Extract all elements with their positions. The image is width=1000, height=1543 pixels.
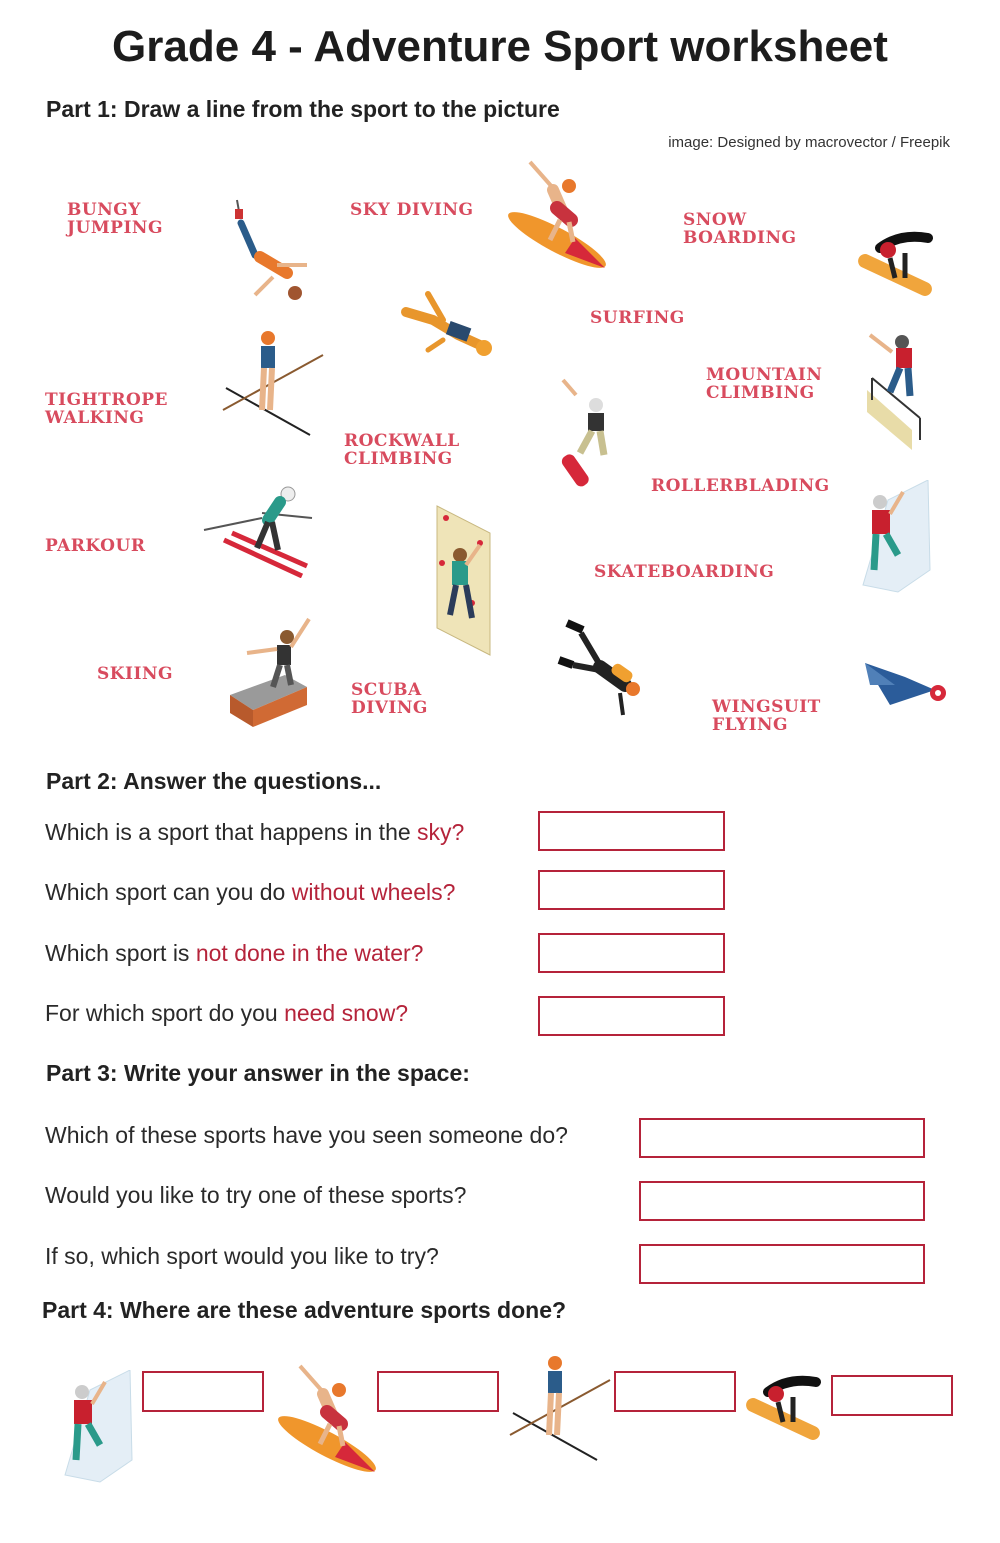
- part4-tightrope-walker-picture: [505, 1355, 615, 1465]
- label-rockwall-climbing[interactable]: ROCKWALL CLIMBING: [344, 431, 460, 469]
- part2-question-4: [45, 1000, 408, 1027]
- part3-question-2: Would you like to try one of these sports?: [45, 1182, 467, 1208]
- skier-picture[interactable]: [202, 478, 317, 578]
- question-highlight: need snow?: [284, 1000, 409, 1026]
- part2-answer-box-1[interactable]: [538, 811, 725, 851]
- label-snow-boarding[interactable]: SNOW BOARDING: [683, 210, 797, 248]
- part4-answer-box-3[interactable]: [614, 1371, 736, 1412]
- label-tightrope-walking[interactable]: TIGHTROPE WALKING: [45, 390, 169, 428]
- label-scuba-diving[interactable]: SCUBA DIVING: [351, 680, 428, 718]
- question-text: Which is a sport that happens in the: [45, 819, 418, 845]
- part2-heading: Part 2: Answer the questions...: [46, 768, 382, 794]
- part4-mountain-climber-picture: [60, 1370, 135, 1485]
- part2-question-2: [45, 879, 455, 906]
- part3-answer-box-3[interactable]: [639, 1244, 925, 1284]
- part3-question-3: If so, which sport would you like to try?: [45, 1243, 439, 1269]
- part3-heading: Part 3: Write your answer in the space:: [46, 1060, 470, 1086]
- part4-heading: Part 4: Where are these adventure sports done?: [42, 1297, 567, 1323]
- part3-answer-box-1[interactable]: [639, 1118, 925, 1158]
- label-bungy-jumping[interactable]: BUNGY JUMPING: [67, 200, 163, 238]
- part2-question-3: [45, 940, 423, 967]
- scuba-diver-picture[interactable]: [555, 615, 650, 725]
- part2-answer-box-4[interactable]: [538, 996, 725, 1036]
- image-credit: image: Designed by macrovector / Freepik: [668, 134, 950, 151]
- part3-question-1: Which of these sports have you seen someone do?: [45, 1122, 568, 1148]
- part4-answer-box-2[interactable]: [377, 1371, 499, 1412]
- question-text: Which sport is: [45, 940, 196, 966]
- label-skiing[interactable]: SKIING: [97, 664, 174, 684]
- part4-answer-box-4[interactable]: [831, 1375, 953, 1416]
- part1-heading: Part 1: Draw a line from the sport to the picture: [46, 96, 560, 122]
- parkour-runner-picture[interactable]: [225, 615, 315, 730]
- snowboarder-picture[interactable]: [850, 228, 955, 303]
- question-text: For which sport do you: [45, 1000, 285, 1026]
- tightrope-walker-picture[interactable]: [218, 330, 328, 440]
- wingsuit-flyer-picture[interactable]: [860, 655, 950, 715]
- part4-snowboarder-picture: [738, 1372, 843, 1447]
- rockwall-climber-picture[interactable]: [432, 503, 497, 658]
- label-parkour[interactable]: PARKOUR: [45, 536, 146, 556]
- sky-diver-picture[interactable]: [398, 290, 498, 360]
- mountain-climber-picture[interactable]: [858, 480, 933, 595]
- label-rollerblading[interactable]: ROLLERBLADING: [651, 476, 830, 496]
- label-mountain-climbing[interactable]: MOUNTAIN CLIMBING: [706, 365, 823, 403]
- question-highlight: without wheels?: [291, 879, 456, 905]
- part2-answer-box-2[interactable]: [538, 870, 725, 910]
- skateboarder-picture[interactable]: [558, 375, 623, 490]
- worksheet-title: Grade 4 - Adventure Sport worksheet: [112, 22, 888, 71]
- label-sky-diving[interactable]: SKY DIVING: [350, 200, 474, 220]
- part3-answer-box-2[interactable]: [639, 1181, 925, 1221]
- label-skateboarding[interactable]: SKATEBOARDING: [594, 562, 775, 582]
- part4-answer-box-1[interactable]: [142, 1371, 264, 1412]
- bungy-jumper-picture[interactable]: [215, 195, 325, 310]
- part2-question-1: [45, 819, 464, 846]
- label-wingsuit-flying[interactable]: WINGSUIT FLYING: [712, 697, 821, 735]
- part2-answer-box-3[interactable]: [538, 933, 725, 973]
- question-highlight: not done in the water?: [195, 940, 424, 966]
- question-text: Which sport can you do: [45, 879, 292, 905]
- label-surfing[interactable]: SURFING: [590, 308, 685, 328]
- question-highlight: sky?: [417, 819, 465, 845]
- part4-surfer-picture: [275, 1362, 385, 1477]
- surfer-picture[interactable]: [505, 158, 615, 273]
- rollerblader-picture[interactable]: [862, 330, 932, 455]
